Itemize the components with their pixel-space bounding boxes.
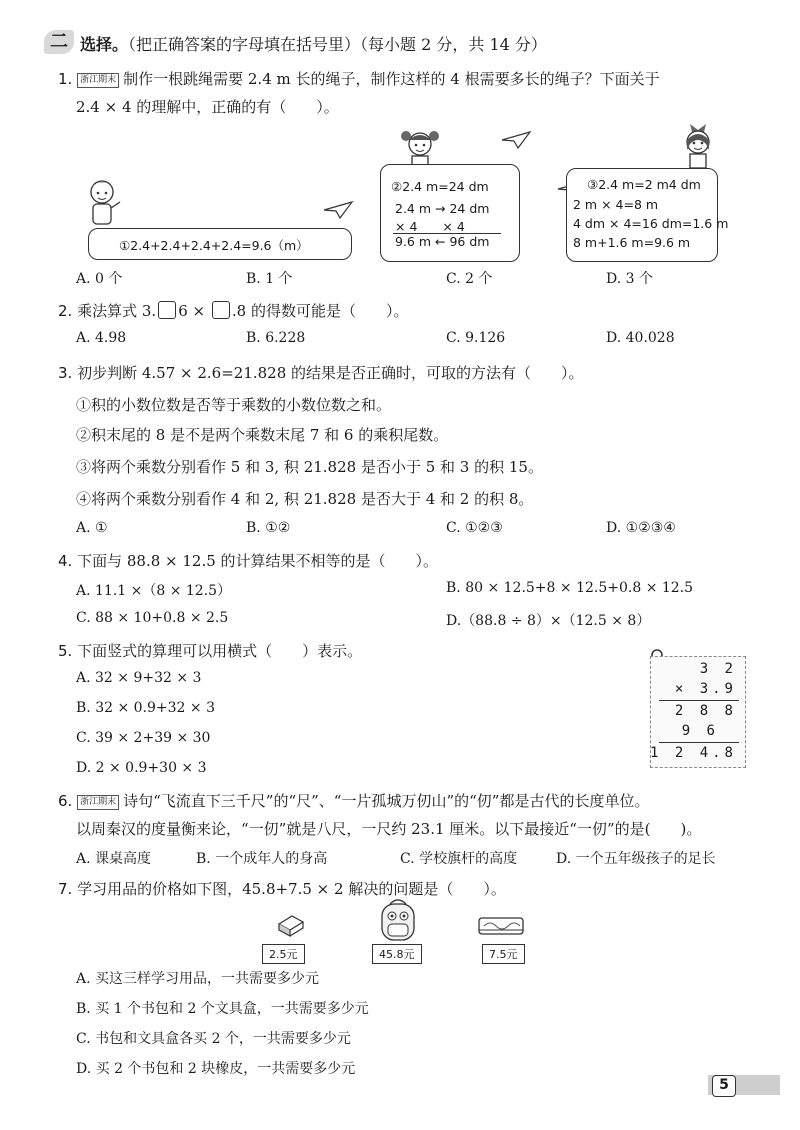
q5-option-d[interactable]: D. 2 × 0.9+30 × 3	[76, 760, 207, 776]
q3-item-2: ②积末尾的 8 是不是两个乘数末尾 7 和 6 的乘积尾数。	[76, 426, 449, 444]
q2-option-a[interactable]: A. 4.98	[76, 330, 127, 346]
eraser-icon	[276, 912, 306, 938]
vertical-row-3: 2 8 8	[674, 703, 737, 719]
q3-text: 初步判断 4.57 × 2.6=21.828 的结果是否正确时，可取的方法有（ ）。	[77, 364, 584, 382]
q1-option-a[interactable]: A. 0 个	[76, 271, 123, 287]
q1-text-2: 2.4 × 4 的理解中，正确的有（ ）。	[76, 98, 339, 116]
q4-option-a[interactable]: A. 11.1 ×（8 × 12.5）	[76, 583, 232, 599]
bubble-2-line-3: × 4 × 4	[395, 219, 465, 234]
q2-digit-box-2	[212, 301, 230, 319]
page-number: 5	[712, 1075, 736, 1097]
paper-plane-icon	[322, 200, 354, 220]
q3-number: 3.	[58, 364, 73, 382]
q2-option-d[interactable]: D. 40.028	[606, 330, 675, 346]
price-tag-backpack: 45.8元	[372, 944, 422, 964]
q2-question	[58, 300, 408, 321]
q1-bubble-2	[380, 164, 520, 262]
q7-option-a[interactable]: A. 买这三样学习用品，一共需要多少元	[76, 971, 320, 987]
pencil-case-icon	[476, 914, 526, 938]
bubble-2-line-2: 2.4 m → 24 dm	[395, 201, 490, 216]
q2-text-a: 乘法算式 3.	[77, 302, 157, 320]
q1-text-1: 制作一根跳绳需要 2.4 m 长的绳子，制作这样的 4 根需要多长的绳子？下面关于	[123, 70, 660, 88]
q2-option-b[interactable]: B. 6.228	[246, 330, 306, 346]
q5-number: 5.	[58, 642, 73, 660]
q3-option-d[interactable]: D. ①②③④	[606, 520, 676, 536]
bubble-3-line-4: 8 m+1.6 m=9.6 m	[573, 235, 691, 250]
vertical-row-4: 9 6	[681, 723, 719, 739]
q3-option-a[interactable]: A. ①	[76, 520, 108, 536]
bubble-1-text: ①2.4+2.4+2.4+2.4=9.6（m）	[119, 238, 309, 253]
q3-option-b[interactable]: B. ①②	[246, 520, 291, 536]
q1-option-c[interactable]: C. 2 个	[446, 271, 493, 287]
paper-plane-icon-2	[500, 130, 532, 150]
q5-option-b[interactable]: B. 32 × 0.9+32 × 3	[76, 700, 215, 716]
q6-option-c[interactable]: C. 学校旗杆的高度	[400, 851, 518, 867]
vertical-rule-1	[659, 700, 739, 701]
q3-item-3: ③将两个乘数分别看作 5 和 3, 积 21.828 是否小于 5 和 3 的积 15。	[76, 458, 543, 476]
q7-question	[58, 878, 506, 899]
price-tag-pencil-case: 7.5元	[482, 944, 525, 964]
q6-text-1: 诗句“飞流直下三千尺”的“尺”、“一片孤城万仞山”的“仞”都是古代的长度单位。	[123, 792, 650, 810]
q7-option-d[interactable]: D. 买 2 个书包和 2 块橡皮，一共需要多少元	[76, 1061, 356, 1077]
section-instruction: （把正确答案的字母填在括号里）（每小题 2 分，共 14 分）	[128, 35, 547, 54]
q1-bubble-3	[566, 168, 729, 262]
vertical-row-5: 1 2 4.8	[649, 745, 737, 761]
q6-line1	[58, 790, 649, 811]
vertical-multiplication	[650, 656, 746, 768]
backpack-icon	[376, 896, 420, 942]
q3-question	[58, 362, 584, 383]
bubble-2-line-4: 9.6 m ← 96 dm	[395, 234, 490, 249]
girl-illustration	[398, 126, 442, 168]
q6-text-2: 以周秦汉的度量衡来论，“一仞”就是八尺，一尺约 23.1 厘米。以下最接近“一仞”的是( )。	[76, 820, 702, 838]
q4-option-b[interactable]: B. 80 × 12.5+8 × 12.5+0.8 × 12.5	[446, 580, 694, 596]
girl-with-bow-illustration	[676, 120, 720, 170]
q1-option-b[interactable]: B. 1 个	[246, 271, 293, 287]
q1-option-d[interactable]: D. 3 个	[606, 271, 653, 287]
q2-number: 2.	[58, 302, 73, 320]
q4-option-d[interactable]: D.（88.8 ÷ 8）×（12.5 × 8）	[446, 613, 651, 629]
q1-tag: 浙江期末	[77, 73, 119, 88]
section-badge: 二	[44, 30, 74, 54]
q6-tag: 浙江期末	[77, 795, 119, 810]
q4-option-c[interactable]: C. 88 × 10+0.8 × 2.5	[76, 610, 229, 626]
vertical-row-2: × 3.9	[674, 681, 737, 697]
boy-illustration	[82, 178, 124, 234]
q5-question	[58, 640, 362, 661]
q2-option-c[interactable]: C. 9.126	[446, 330, 506, 346]
q6-option-a[interactable]: A. 课桌高度	[76, 851, 152, 867]
q7-text: 学习用品的价格如下图，45.8+7.5 × 2 解决的问题是（ ）。	[77, 880, 506, 898]
q2-text-b: 6 ×	[178, 302, 206, 320]
q3-item-1: ①积的小数位数是否等于乘数的小数位数之和。	[76, 396, 392, 414]
q5-option-c[interactable]: C. 39 × 2+39 × 30	[76, 730, 211, 746]
q4-text: 下面与 88.8 × 12.5 的计算结果不相等的是（ ）。	[77, 552, 439, 570]
bubble-3-line-1: ③2.4 m=2 m4 dm	[587, 177, 701, 192]
vertical-rule-2	[659, 742, 739, 743]
q1-bubble-1	[88, 228, 352, 260]
q1-line1	[58, 68, 660, 89]
bubble-2-line-1: ②2.4 m=24 dm	[391, 179, 489, 194]
q6-number: 6.	[58, 792, 73, 810]
q3-option-c[interactable]: C. ①②③	[446, 520, 503, 536]
q5-option-a[interactable]: A. 32 × 9+32 × 3	[76, 670, 202, 686]
bubble-3-line-3: 4 dm × 4=16 dm=1.6 m	[573, 216, 729, 231]
q2-digit-box-1	[158, 301, 176, 319]
q7-option-c[interactable]: C. 书包和文具盒各买 2 个，一共需要多少元	[76, 1031, 351, 1047]
q5-text: 下面竖式的算理可以用横式（ ）表示。	[77, 642, 363, 660]
bubble-3-line-2: 2 m × 4=8 m	[573, 197, 659, 212]
q7-option-b[interactable]: B. 买 1 个书包和 2 个文具盒，一共需要多少元	[76, 1001, 369, 1017]
price-tag-eraser: 2.5元	[262, 944, 305, 964]
vertical-row-1: 3 2	[699, 661, 737, 677]
q7-number: 7.	[58, 880, 73, 898]
q6-option-d[interactable]: D. 一个五年级孩子的足长	[556, 851, 716, 867]
q1-number: 1.	[58, 70, 73, 88]
section-title: 选择。	[80, 35, 129, 54]
q4-question	[58, 550, 438, 571]
q3-item-4: ④将两个乘数分别看作 4 和 2, 积 21.828 是否大于 4 和 2 的积 8。	[76, 490, 534, 508]
q2-text-c: .8 的得数可能是（ ）。	[231, 302, 409, 320]
q6-option-b[interactable]: B. 一个成年人的身高	[196, 851, 328, 867]
q4-number: 4.	[58, 552, 73, 570]
section-heading	[80, 32, 547, 55]
